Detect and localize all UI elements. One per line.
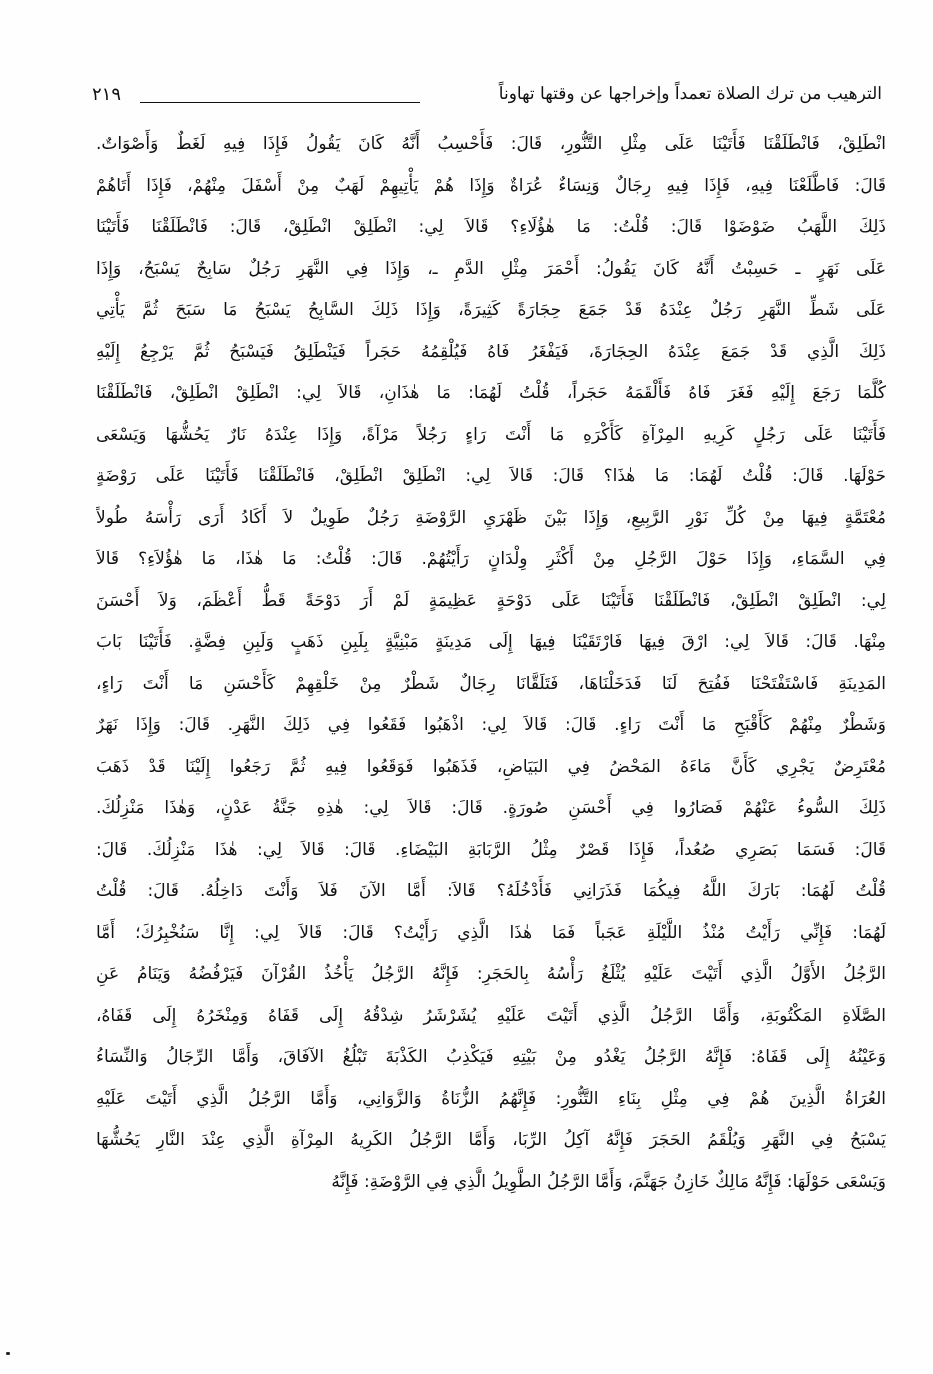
text-line: لَهُمَا: فَإِنِّي رَأَيْتُ مُنْذُ اللَّيْلَةِ عَجَباً فَمَا هٰذَا الَّذِي رَأَيْتُ؟ قَالَ: قَالاَ لِي: إِنَّا سَنُخْبِرُكَ؛ أَمَّا (96, 922, 886, 943)
page-header (92, 80, 882, 116)
text-line: قُلْتُ لَهُمَا: بَارَكَ اللَّهُ فِيكُمَا فَذَرَانِي فَأَدْخُلَهُ؟ قَالاَ: أَمَّا الآنَ فَلاَ وَأَنْتَ دَاخِلُهُ. قَالَ: قُلْتُ (96, 881, 886, 901)
text-line: قَالَ: فَاطَّلَعْنَا فِيهِ، فَإِذَا فِيهِ رِجَالٌ وَنِسَاءٌ عُرَاةٌ وَإِذَا هُمْ يَأْتِيهِمْ لَهَبٌ مِنْ أَسْفَلَ مِنْهُمْ، فَإِذَا أَتَاهُمْ (96, 175, 886, 196)
text-line: الصَّلَاةِ المَكْتُوبَةِ، وَأَمَّا الرَّجُلُ الَّذِي أَتَيْتَ عَلَيْهِ يُشَرْشَرُ شِدْقُهُ إِلَى قَفَاهُ وَمِنْخَرُهُ إِلَى قَفَاهُ، (96, 1005, 886, 1026)
scan-speck (6, 1352, 10, 1355)
running-title: الترهيب من ترك الصلاة تعمداً وإخراجها عن وقتها تهاوناً (498, 84, 882, 104)
text-line: ذَلِكَ الَّذِي قَدْ جَمَعَ عِنْدَهُ الحِجَارَةَ، فَيَفْغَرُ فَاهُ فَيُلْقِمُهُ حَجَراً فَيَنْطَلِقُ فَيَسْبَحُ ثُمَّ يَرْجِعُ إِلَيْهِ (96, 341, 886, 362)
text-line: المَدِينَةِ فَاسْتَفْتَحْنَا فَفُتِحَ لَنَا فَدَخَلْنَاهَا، فَتَلَقَّانَا رِجَالٌ شَطْرٌ مِنْ خَلْقِهِمْ كَأَحْسَنِ مَا أَنْتَ رَاءٍ، (96, 673, 886, 694)
text-line: فَأَتَيْنَا عَلَى رَجُلٍ كَرِيهِ المِرْآةِ كَأَكْرَهِ مَا أَنْتَ رَاءٍ رَجُلاً مَرْآةً، وَإِذَا عِنْدَهُ نَارٌ يَحُشُّهَا وَيَسْعَى (96, 424, 886, 445)
text-line: العُرَاةُ الَّذِينَ هُمْ فِي مِثْلِ بِنَاءِ التَّنُّورِ: فَإِنَّهُمُ الزُّنَاةُ وَالزَّوَانِي، وَأَمَّا الرَّجُلُ الَّذِي أَتَيْتَ عَلَيْهِ (96, 1088, 886, 1109)
text-line: مِنْهَا. قَالَ: قَالاَ لِي: ارْقَ فِيهَا فَارْتَقَيْنَا فِيهَا إِلَى مَدِينَةٍ مَبْنِيَّةٍ بِلَبِنِ ذَهَبٍ وَلَبِنِ فِضَّةٍ. فَأَتَيْنَا بَابَ (96, 632, 886, 652)
text-line: حَوْلَهَا. قَالَ: قُلْتُ لَهُمَا: مَا هٰذَا؟ قَالَ: قَالاَ لِي: انْطَلِقْ انْطَلِقْ، فَانْطَلَقْنَا فَأَتَيْنَا عَلَى رَوْضَةٍ (96, 466, 886, 486)
text-line: ذَلِكَ السُّوءُ عَنْهُمْ فَصَارُوا فِي أَحْسَنِ صُورَةٍ. قَالَ: قَالاَ لِي: هٰذِهِ جَنَّةُ عَدْنٍ، وَهٰذَا مَنْزِلُكَ. (96, 798, 886, 818)
text-line: لِي: انْطَلِقْ انْطَلِقْ، فَانْطَلَقْنَا فَأَتَيْنَا عَلَى دَوْحَةٍ عَظِيمَةٍ لَمْ أَرَ دَوْحَةً قَطُّ أَعْظَمَ، وَلاَ أَحْسَنَ (96, 590, 886, 611)
text-line: مُعْتَمَّةٍ فِيهَا مِنْ كُلِّ نَوْرِ الرَّبِيعِ، وَإِذَا بَيْنَ ظَهْرَيِ الرَّوْضَةِ رَجُلٌ طَوِيلٌ لاَ أَكَادُ أَرَى رَأْسَهُ طُولاً (96, 507, 886, 528)
text-line: عَلَى نَهَرٍ ـ حَسِبْتُ أَنَّهُ كَانَ يَقُولُ: أَحْمَرَ مِثْلِ الدَّمِ ـ، وَإِذَا فِي النَّهَرِ رَجُلٌ سَابِحٌ يَسْبَحُ، وَإِذَا (96, 258, 886, 279)
header-rule (140, 102, 420, 103)
body-text (96, 124, 886, 1203)
text-line: الرَّجُلُ الأَوَّلُ الَّذِي أَتَيْتَ عَلَيْهِ يُثْلَغُ رَأْسُهُ بِالحَجَرِ: فَإِنَّهُ الرَّجُلُ يَأْخُذُ القُرْآنَ فَيَرْفُضُهُ وَيَنَامُ عَنِ (96, 964, 886, 984)
text-line: وَيَسْعَى حَوْلَهَا: فَإِنَّهُ مَالِكٌ خَازِنُ جَهَنَّمَ، وَأَمَّا الرَّجُلُ الطَّوِيلُ الَّذِي فِي الرَّوْضَةِ: فَإِنَّهُ (331, 1171, 886, 1192)
page-number: ٢١٩ (92, 84, 122, 105)
text-line: يَسْبَحُ فِي النَّهَرِ وَيُلْقَمُ الحَجَرَ فَإِنَّهُ آكِلُ الرِّبَا، وَأَمَّا الرَّجُلُ الكَرِيهُ المِرْآةِ الَّذِي عِنْدَ النَّارِ يَحُشُّهَا (96, 1130, 886, 1150)
text-line: وَشَطْرٌ مِنْهُمْ كَأَقْبَحِ مَا أَنْتَ رَاءٍ. قَالَ: قَالاَ لِي: اذْهَبُوا فَقَعُوا فِي ذَلِكَ النَّهَرِ. قَالَ: وَإِذَا نَهَرٌ (96, 715, 886, 735)
text-line: فِي السَّمَاءِ، وَإِذَا حَوْلَ الرَّجُلِ مِنْ أَكْثَرِ وِلْدَانٍ رَأَيْتُهُمْ. قَالَ: قُلْتُ: مَا هٰذَا، مَا هٰؤُلاَءِ؟ قَالاَ (96, 549, 886, 569)
text-line: قَالَ: فَسَمَا بَصَرِي صُعُداً، فَإِذَا قَصْرٌ مِثْلُ الرَّبَابَةِ البَيْضَاءِ. قَالَ: قَالاَ لِي: هٰذَا مَنْزِلُكَ. قَالَ: (96, 839, 886, 860)
text-line: مُعْتَرِضٌ يَجْرِي كَأَنَّ مَاءَهُ المَحْضُ فِي البَيَاضِ، فَذَهَبُوا فَوَقَعُوا فِيهِ ثُمَّ رَجَعُوا إِلَيْنَا قَدْ ذَهَبَ (96, 756, 886, 777)
text-line: وَعَيْنُهُ إِلَى قَفَاهُ: فَإِنَّهُ الرَّجُلُ يَغْدُو مِنْ بَيْتِهِ فَيَكْذِبُ الكَذْبَةَ تَبْلُغُ الآفَاقَ، وَأَمَّا الرِّجَالُ وَالنِّسَاءُ (96, 1047, 886, 1067)
text-line: كُلَّمَا رَجَعَ إِلَيْهِ فَغَرَ فَاهُ فَأَلْقَمَهُ حَجَراً، قُلْتُ لَهُمَا: مَا هٰذَانِ، قَالاَ لِي: انْطَلِقْ انْطَلِقْ، فَانْطَلَقْنَا (96, 383, 886, 403)
text-line: ذَلِكَ اللَّهَبُ ضَوْضَوْا قَالَ: قُلْتُ: مَا هٰؤُلَاءِ؟ قَالاَ لِي: انْطَلِقْ انْطَلِقْ، قَالَ: فَانْطَلَقْنَا فَأَتَيْنَا (96, 217, 886, 237)
text-line: انْطَلِقْ، فَانْطَلَقْنَا فَأَتَيْنَا عَلَى مِثْلِ التَّنُّورِ، قَالَ: فَأَحْسِبُ أَنَّهُ كَانَ يَقُولُ فَإِذَا فِيهِ لَغَطٌ وَأَصْوَاتٌ. (96, 134, 886, 154)
text-line: عَلَى شَطِّ النَّهَرِ رَجُلٌ عِنْدَهُ قَدْ جَمَعَ حِجَارَةً كَثِيرَةً، وَإِذَا ذَلِكَ السَّابِحُ يَسْبَحُ مَا سَبَحَ ثُمَّ يَأْتِي (96, 300, 886, 320)
